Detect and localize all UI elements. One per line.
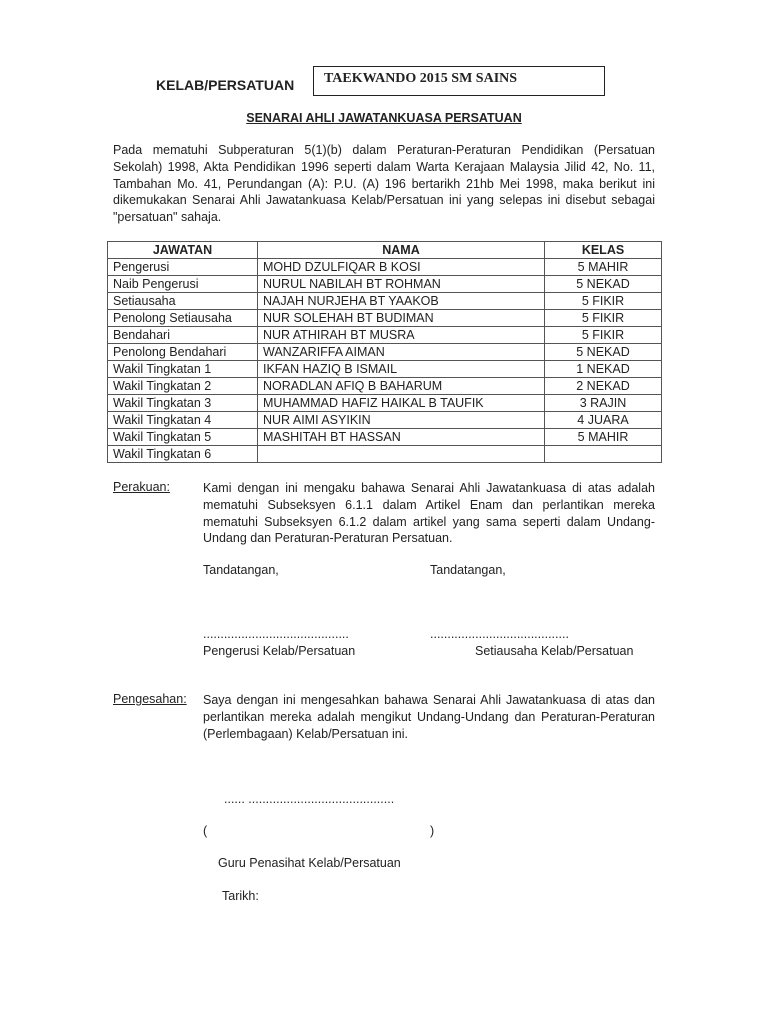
perakuan-sign-right: Tandatangan, (430, 563, 506, 577)
cell-kelas: 5 NEKAD (545, 344, 662, 361)
paren-close: ) (430, 824, 435, 838)
header-nama: NAMA (258, 242, 545, 259)
cell-kelas: 5 NEKAD (545, 276, 662, 293)
cell-nama: NUR ATHIRAH BT MUSRA (258, 327, 545, 344)
cell-kelas: 5 MAHIR (545, 259, 662, 276)
cell-nama: NUR AIMI ASYIKIN (258, 412, 545, 429)
cell-nama: WANZARIFFA AIMAN (258, 344, 545, 361)
cell-kelas: 5 FIKIR (545, 293, 662, 310)
table-row (108, 259, 662, 276)
cell-jawatan: Wakil Tingkatan 2 (108, 378, 258, 395)
table-row (108, 412, 662, 429)
perakuan-sign-left: Tandatangan, (203, 563, 279, 577)
cell-jawatan: Wakil Tingkatan 6 (108, 446, 258, 463)
cell-nama: NAJAH NURJEHA BT YAAKOB (258, 293, 545, 310)
cell-nama: NUR SOLEHAH BT BUDIMAN (258, 310, 545, 327)
cell-kelas: 5 FIKIR (545, 327, 662, 344)
club-label: KELAB/PERSATUAN (156, 77, 295, 93)
cell-jawatan: Setiausaha (108, 293, 258, 310)
header-kelas: KELAS (545, 242, 662, 259)
cell-kelas: 3 RAJIN (545, 395, 662, 412)
cell-jawatan: Wakil Tingkatan 4 (108, 412, 258, 429)
table-header-row (108, 242, 662, 259)
cell-kelas (545, 446, 662, 463)
cell-jawatan: Pengerusi (108, 259, 258, 276)
intro-paragraph: Pada mematuhi Subperaturan 5(1)(b) dalam Peraturan-Peraturan Pendidikan (Persatuan Sekolah) 1998, Akta Pendidikan 1996 seperti dalam Warta Kerajaan Malaysia Jilid 42, No. 11, Tambahan Mo. 41, Perundangan (A): P.U. (A) 196 bertarikh 21hb Mei 1998, maka berikut ini dikemukakan Senarai Ahli Jawatankuasa Kelab/Persatuan ini yang selepas ini disebut sebagai "persatuan" sahaja. (113, 143, 655, 225)
table-row (108, 276, 662, 293)
committee-table (107, 241, 662, 463)
cell-nama: NURUL NABILAH BT ROHMAN (258, 276, 545, 293)
cell-nama: NORADLAN AFIQ B BAHARUM (258, 378, 545, 395)
cell-jawatan: Penolong Setiausaha (108, 310, 258, 327)
table-row (108, 446, 662, 463)
header-jawatan: JAWATAN (108, 242, 258, 259)
document-title-text: SENARAI AHLI JAWATANKUASA PERSATUAN (246, 111, 522, 125)
cell-nama: MASHITAH BT HASSAN (258, 429, 545, 446)
paren-open: ( (203, 824, 208, 838)
table-row (108, 378, 662, 395)
document-title (0, 111, 768, 125)
table-row (108, 344, 662, 361)
cell-kelas: 5 FIKIR (545, 310, 662, 327)
role-guru-penasihat: Guru Penasihat Kelab/Persatuan (218, 856, 401, 870)
table-row (108, 293, 662, 310)
signature-line-guru: ...... .......................................... (224, 792, 395, 806)
cell-jawatan: Bendahari (108, 327, 258, 344)
table-row (108, 310, 662, 327)
perakuan-text: Kami dengan ini mengaku bahawa Senarai Ahli Jawatankuasa di atas adalah mematuhi Subseksyen 6.1.1 dalam Artikel Enam dan perlantikan mereka mematuhi Subseksyen 6.1.2 dalam artikel yang sama seperti dalam Undang-Undang dan Peraturan-Peraturan Persatuan. (203, 481, 655, 546)
date-label: Tarikh: (222, 889, 259, 903)
pengesahan-label: Pengesahan: (113, 692, 187, 706)
table-row (108, 361, 662, 378)
cell-jawatan: Wakil Tingkatan 3 (108, 395, 258, 412)
cell-nama: MUHAMMAD HAFIZ HAIKAL B TAUFIK (258, 395, 545, 412)
cell-jawatan: Wakil Tingkatan 1 (108, 361, 258, 378)
cell-kelas: 4 JUARA (545, 412, 662, 429)
cell-jawatan: Penolong Bendahari (108, 344, 258, 361)
cell-kelas: 5 MAHIR (545, 429, 662, 446)
perakuan-label: Perakuan: (113, 480, 170, 494)
pengesahan-text: Saya dengan ini mengesahkan bahawa Senarai Ahli Jawatankuasa di atas dan perlantikan mereka adalah mengikut Undang-Undang dan Peraturan-Peraturan (Perlembagaan) Kelab/Persatuan ini. (203, 693, 655, 741)
cell-kelas: 1 NEKAD (545, 361, 662, 378)
table-row (108, 429, 662, 446)
role-pengerusi: Pengerusi Kelab/Persatuan (203, 644, 356, 658)
cell-jawatan: Naib Pengerusi (108, 276, 258, 293)
signature-line-left: .......................................... (203, 627, 349, 641)
table-row (108, 395, 662, 412)
cell-nama: MOHD DZULFIQAR B KOSI (258, 259, 545, 276)
role-setiausaha: Setiausaha Kelab/Persatuan (475, 644, 634, 658)
signature-line-right: ........................................ (430, 627, 569, 641)
table-row (108, 327, 662, 344)
cell-nama (258, 446, 545, 463)
cell-nama: IKFAN HAZIQ B ISMAIL (258, 361, 545, 378)
cell-kelas: 2 NEKAD (545, 378, 662, 395)
cell-jawatan: Wakil Tingkatan 5 (108, 429, 258, 446)
club-name: TAEKWANDO 2015 SM SAINS (324, 71, 518, 86)
